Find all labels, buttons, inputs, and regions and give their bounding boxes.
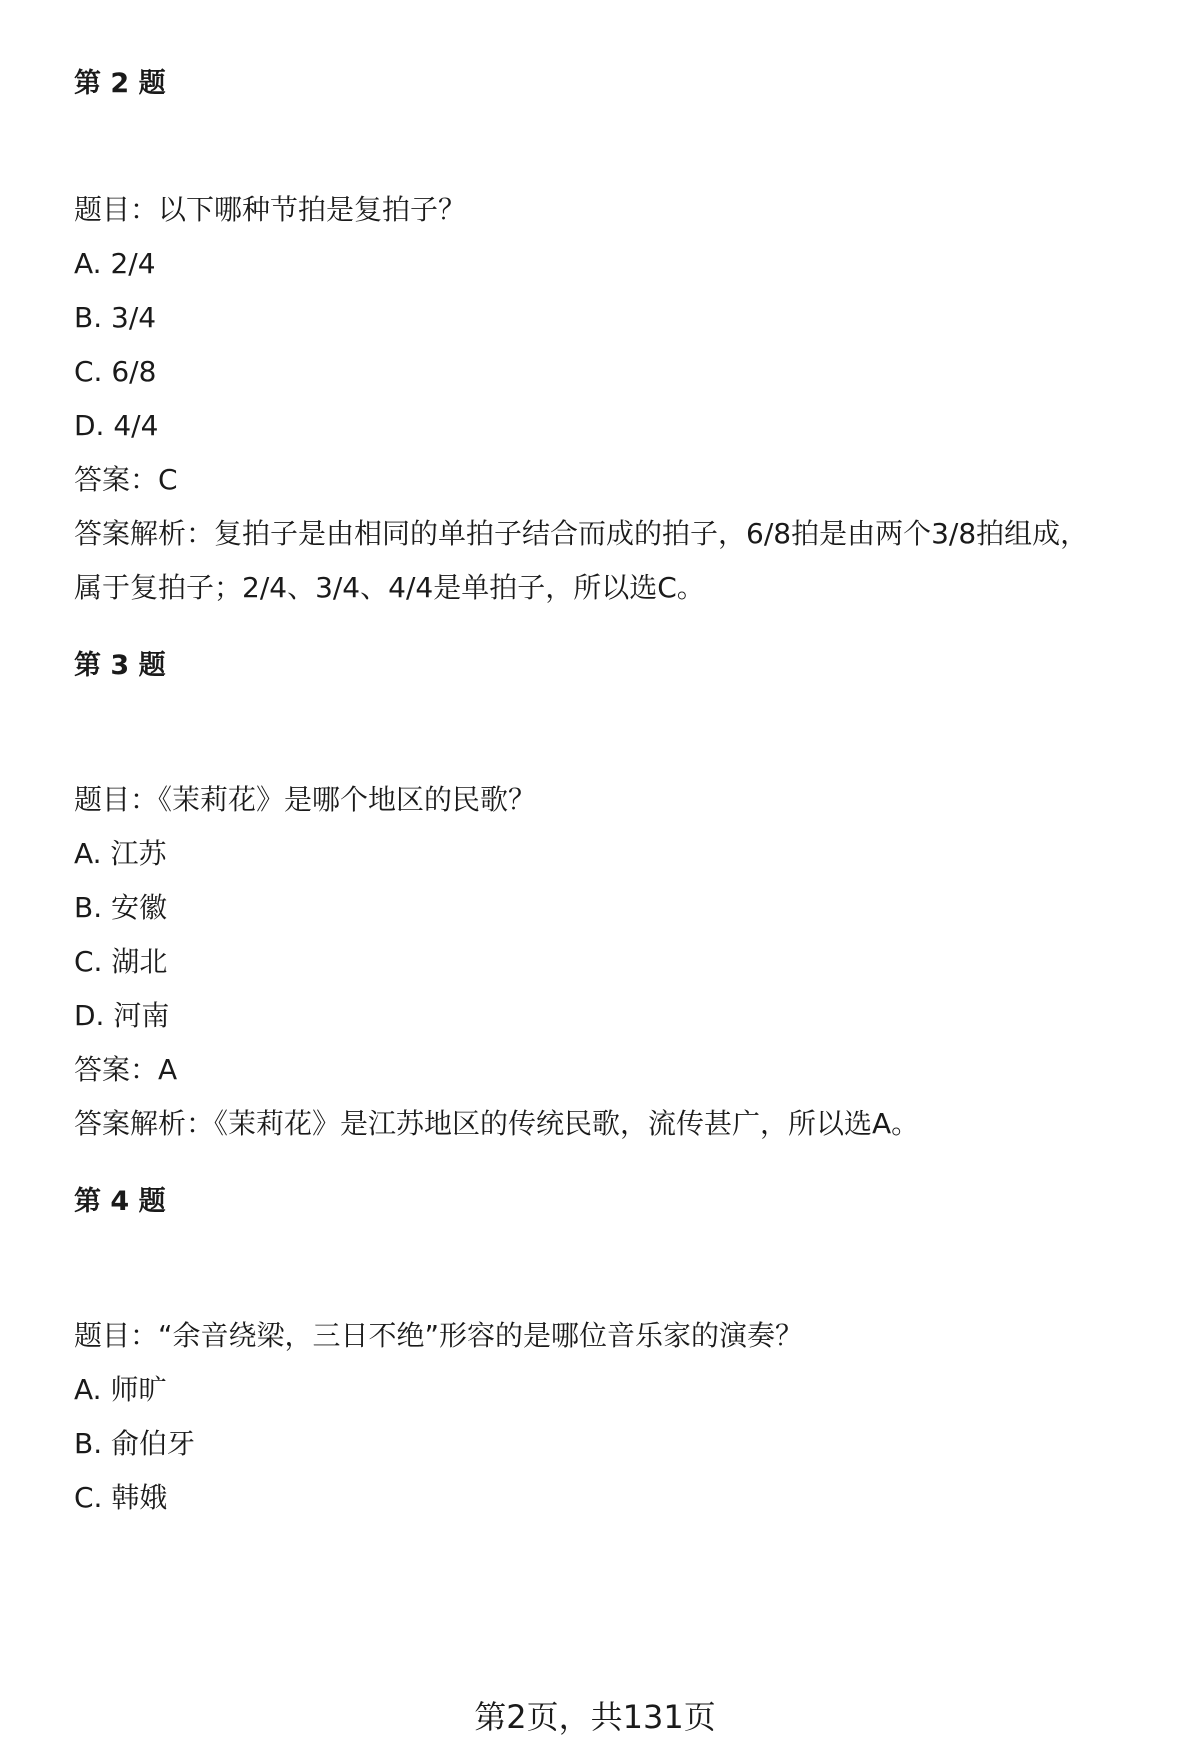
question-stem: 题目：以下哪种节拍是复拍子？ <box>74 193 467 226</box>
question-heading: 第 3 题 <box>74 650 166 681</box>
option-d: D. 河南 <box>74 999 170 1032</box>
option-c: C. 湖北 <box>74 945 168 978</box>
answer-analysis-line-1: 答案解析：《茉莉花》是江苏地区的传统民歌，流传甚广，所以选A。 <box>74 1107 920 1140</box>
question-heading: 第 4 题 <box>74 1186 166 1217</box>
answer: 答案：C <box>74 463 178 496</box>
question-stem: 题目：“余音绕梁，三日不绝”形容的是哪位音乐家的演奏？ <box>74 1319 804 1352</box>
option-a: A. 2/4 <box>74 247 156 280</box>
option-b: B. 3/4 <box>74 301 157 334</box>
answer-analysis-line-1: 答案解析：复拍子是由相同的单拍子结合而成的拍子，6/8拍是由两个3/8拍组成， <box>74 517 1089 550</box>
answer-analysis-line-2: 属于复拍子；2/4、3/4、4/4是单拍子，所以选C。 <box>74 571 705 604</box>
answer: 答案：A <box>74 1053 178 1086</box>
option-c: C. 6/8 <box>74 355 157 388</box>
option-a: A. 江苏 <box>74 837 167 870</box>
option-b: B. 俞伯牙 <box>74 1427 196 1460</box>
option-b: B. 安徽 <box>74 891 168 924</box>
option-a: A. 师旷 <box>74 1373 167 1406</box>
question-heading: 第 2 题 <box>74 68 166 99</box>
question-stem: 题目：《茉莉花》是哪个地区的民歌？ <box>74 783 537 816</box>
page-number-footer: 第2页，共131页 <box>474 1698 716 1736</box>
option-d: D. 4/4 <box>74 409 159 442</box>
option-c: C. 韩娥 <box>74 1481 168 1514</box>
